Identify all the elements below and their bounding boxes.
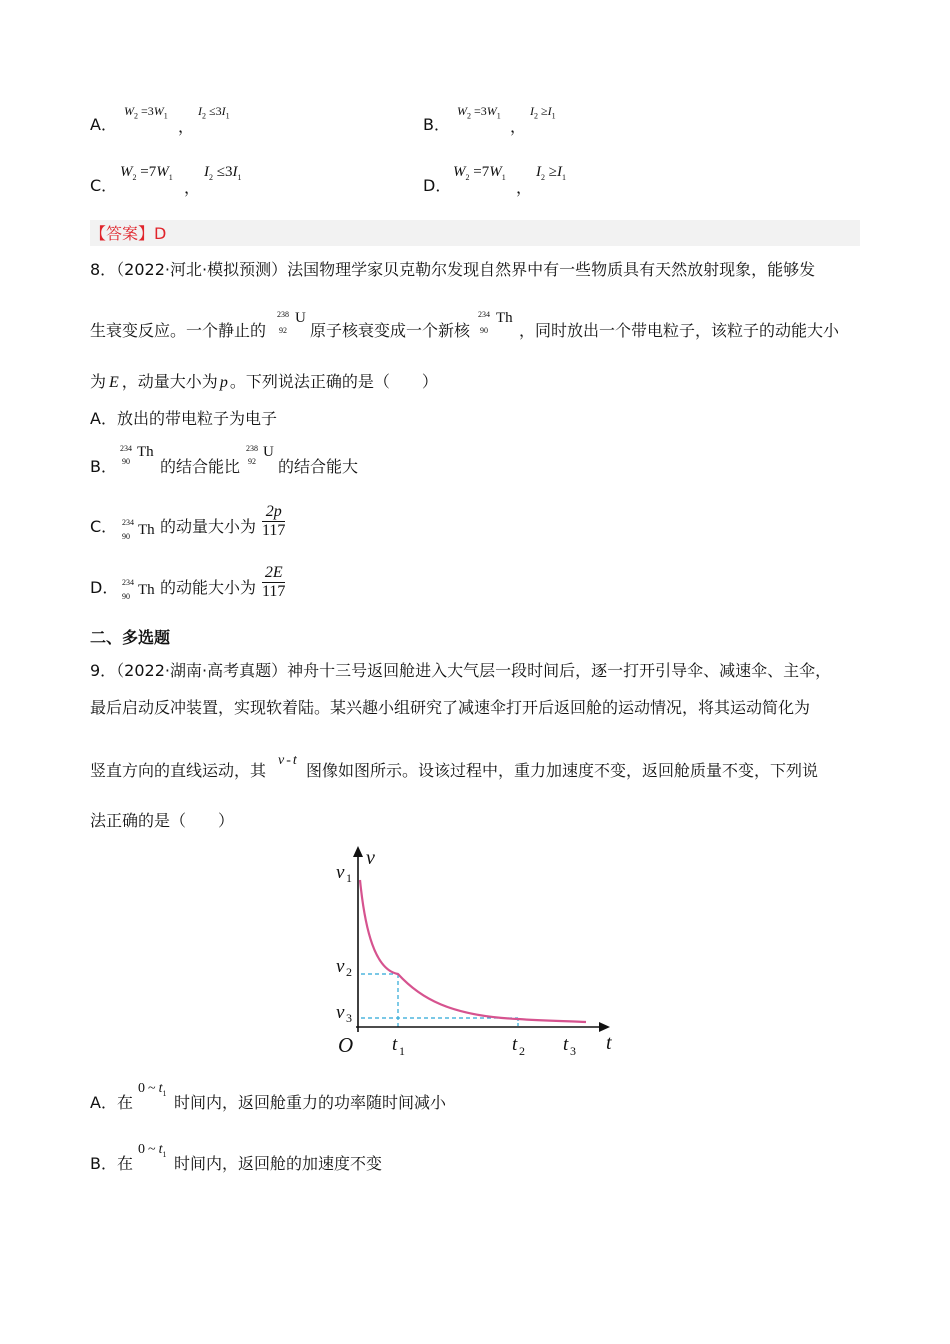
q8-option-b-mid: 的结合能比 [160,457,241,476]
q7-option-b-formula2: $I_2 \ge I_1$ [530,104,556,121]
q8-option-c[interactable]: C． [90,517,118,536]
q8-option-c-fraction: $\frac{2p}{117}$ [262,503,286,539]
q9-line4: 法正确的是（ ） [90,811,235,830]
x-axis-label: t [606,1032,612,1054]
t2-sub: 2 [519,1044,525,1058]
q8-option-d[interactable]: D． [90,578,119,597]
x-axis-arrow [599,1022,610,1032]
q7-option-c-sep: ， [184,178,201,197]
q7-option-b-sep: ， [510,117,527,136]
q7-option-a-formula: $W_2 =3W_1$ [124,104,168,121]
q8-option-c-text: 的动量大小为 [160,517,257,536]
answer-tag: 【答案】 [90,224,155,243]
q9-option-b-range: 0 ~ $t_1$ [138,1142,167,1159]
q8-option-a[interactable]: A．放出的带电粒子为电子 [90,409,277,428]
v2-label: v [336,956,345,977]
q7-option-a-sep: ， [178,117,195,136]
t3-label: t [563,1034,569,1055]
nuclide-th234-c: 234 90 Th [122,518,155,541]
t2-label: t [512,1034,518,1055]
q9-option-b[interactable]: B．在 [90,1154,133,1173]
t1-label: t [392,1034,398,1055]
q8-line3: 为 E ，动量大小为 p 。下列说法正确的是（ ） [90,372,438,391]
nuclide-th234: 234 90 Th [478,310,513,335]
q7-option-a-formula2: $I_2 \le 3I_1$ [198,104,230,121]
q7-option-c-formula: $W_2 =7W_1$ [120,164,173,182]
y-axis-label: v [366,847,375,869]
velocity-curve [360,880,586,1022]
nuclide-th234-b: 234 90 Th [120,444,154,466]
q9-line2: 最后启动反冲装置，实现软着陆。某兴趣小组研究了减速伞打开后返回舱的运动情况，将其运动简化为 [90,698,811,717]
vt-symbol: v - t [278,753,297,768]
nuclide-u238: 238 92 U [277,310,306,335]
q7-option-d-sep: ， [516,178,533,197]
q7-option-d-formula: $W_2 =7W_1$ [453,164,506,182]
q8-option-b-end: 的结合能大 [278,457,359,476]
answer-value: D [154,224,167,243]
section-heading-multi-choice: 二、多选题 [90,628,171,647]
t1-sub: 1 [399,1044,405,1058]
nuclide-u238-b: 238 92 U [246,444,274,466]
answer-bar [90,220,860,246]
q9-line1: 9．（2022·湖南·高考真题）神舟十三号返回舱进入大气层一段时间后，逐一打开引导伞、减速伞、主伞， [90,661,832,680]
q8-line2: 生衰变反应。一个静止的 [90,321,267,340]
q7-option-a[interactable]: A． [90,115,117,134]
y-axis-arrow [353,846,363,857]
q8-option-d-fraction: $\frac{2E}{117}$ [262,564,286,600]
q8-line2b: 原子核衰变成一个新核 [310,321,471,340]
v3-sub: 3 [346,1011,352,1025]
v1-sub: 1 [346,871,352,885]
q8-option-d-text: 的动能大小为 [160,578,257,597]
q7-option-d-formula2: $I_2 \ge I_1$ [536,164,566,182]
q7-option-d[interactable]: D． [423,176,452,195]
q8-line1: 8．（2022·河北·模拟预测）法国物理学家贝克勒尔发现自然界中有一些物质具有天然放射现象，能够发 [90,260,816,279]
q7-option-c-formula2: $I_2 \le 3I_1$ [204,164,242,182]
q8-option-b[interactable]: B． [90,457,117,476]
v3-label: v [336,1002,345,1023]
q7-option-b-formula: $W_2 =3W_1$ [457,104,501,121]
nuclide-th234-d: 234 90 Th [122,578,155,601]
v2-sub: 2 [346,965,352,979]
vt-graph [320,840,630,1060]
q9-option-b-text: 时间内，返回舱的加速度不变 [174,1154,383,1173]
q9-line3b: 图像如图所示。设该过程中，重力加速度不变，返回舱质量不变，下列说 [306,761,819,780]
q8-line2c: ，同时放出一个带电粒子，该粒子的动能大小 [519,321,840,340]
q7-option-c[interactable]: C． [90,176,118,195]
t3-sub: 3 [570,1044,576,1058]
origin-label: O [338,1033,354,1057]
v1-label: v [336,862,345,883]
q7-option-b[interactable]: B． [423,115,450,134]
answer-line [90,223,166,245]
q9-option-a-range: 0 ~ $t_1$ [138,1081,167,1098]
q9-line3: 竖直方向的直线运动，其 [90,761,267,780]
q9-option-a-text: 时间内，返回舱重力的功率随时间减小 [174,1093,447,1112]
q9-option-a[interactable]: A．在 [90,1093,133,1112]
